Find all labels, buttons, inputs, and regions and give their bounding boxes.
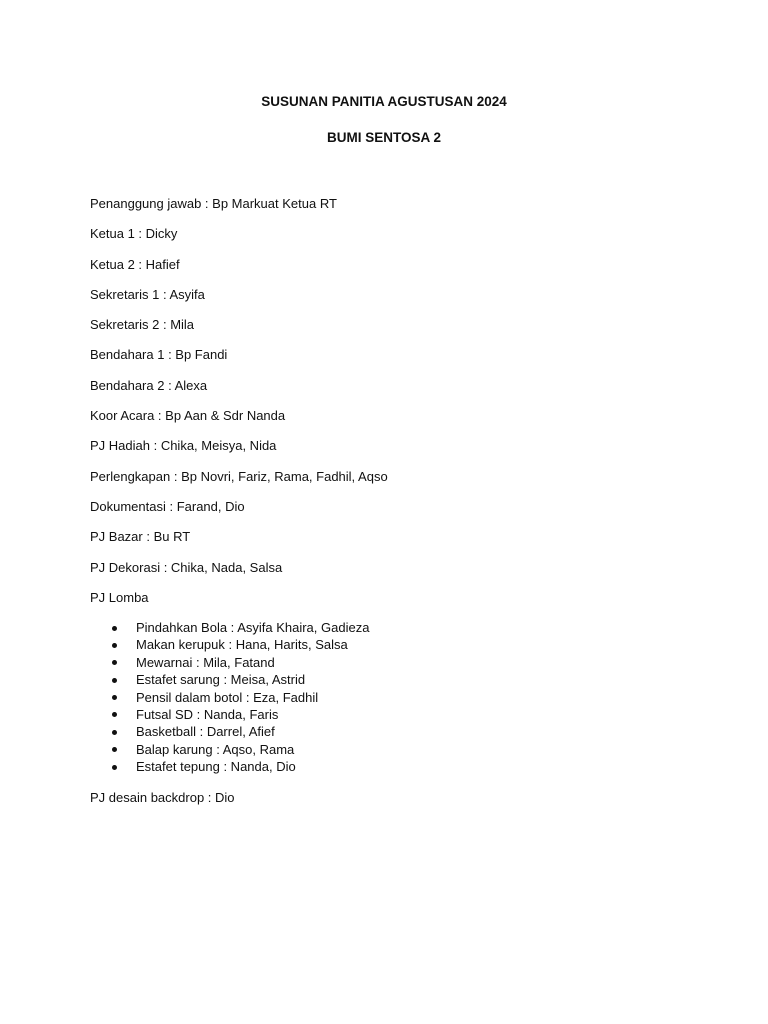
bullet-icon [112, 747, 117, 752]
pj-lomba-heading: PJ Lomba [90, 589, 149, 605]
committee-line: PJ Bazar : Bu RT [90, 529, 191, 545]
bullet-icon [112, 712, 117, 717]
list-item [112, 690, 369, 707]
document-subtitle: BUMI SENTOSA 2 [326, 130, 442, 145]
list-item [112, 672, 369, 689]
list-item [112, 742, 369, 759]
lomba-item-text: Pindahkan Bola : Asyifa Khaira, Gadieza [136, 620, 370, 635]
list-item [112, 637, 369, 654]
list-item [112, 707, 369, 724]
lomba-item-text: Balap karung : Aqso, Rama [136, 741, 295, 757]
committee-line: Sekretaris 1 : Asyifa [90, 286, 205, 302]
committee-line: Bendahara 2 : Alexa [90, 377, 208, 393]
committee-line: PJ Dekorasi : Chika, Nada, Salsa [90, 559, 283, 575]
list-item [112, 655, 369, 672]
committee-line: Ketua 2 : Hafief [90, 256, 180, 272]
lomba-item-text: Mewarnai : Mila, Fatand [136, 654, 275, 670]
list-item [112, 724, 369, 741]
pj-backdrop-line: PJ desain backdrop : Dio [90, 790, 235, 805]
bullet-icon [112, 765, 117, 770]
bullet-icon [112, 678, 117, 683]
committee-line: Koor Acara : Bp Aan & Sdr Nanda [90, 408, 286, 424]
committee-line: Ketua 1 : Dicky [90, 226, 178, 242]
list-item [112, 759, 369, 776]
lomba-item-text: Estafet sarung : Meisa, Astrid [136, 672, 306, 688]
bullet-icon [112, 626, 117, 631]
lomba-item-text: Basketball : Darrel, Afief [136, 724, 275, 740]
bullet-icon [112, 695, 117, 700]
lomba-item-text: Makan kerupuk : Hana, Harits, Salsa [136, 637, 348, 653]
list-item [112, 620, 369, 637]
committee-list [90, 196, 710, 620]
bullet-icon [112, 730, 117, 735]
committee-line: Dokumentasi : Farand, Dio [90, 498, 245, 514]
lomba-item-text: Pensil dalam botol : Eza, Fadhil [136, 689, 319, 705]
committee-line: Perlengkapan : Bp Novri, Fariz, Rama, Fadhil, Aqso [90, 468, 388, 484]
lomba-item-text: Estafet tepung : Nanda, Dio [136, 759, 296, 775]
bullet-icon [112, 660, 117, 665]
lomba-item-text: Futsal SD : Nanda, Faris [136, 706, 279, 722]
document-title: SUSUNAN PANITIA AGUSTUSAN 2024 [261, 94, 507, 109]
committee-line: Sekretaris 2 : Mila [90, 317, 195, 333]
lomba-list [112, 620, 369, 777]
committee-line: PJ Hadiah : Chika, Meisya, Nida [90, 438, 277, 454]
bullet-icon [112, 643, 117, 648]
committee-line: Penanggung jawab : Bp Markuat Ketua RT [90, 196, 337, 211]
committee-line: Bendahara 1 : Bp Fandi [90, 347, 228, 363]
